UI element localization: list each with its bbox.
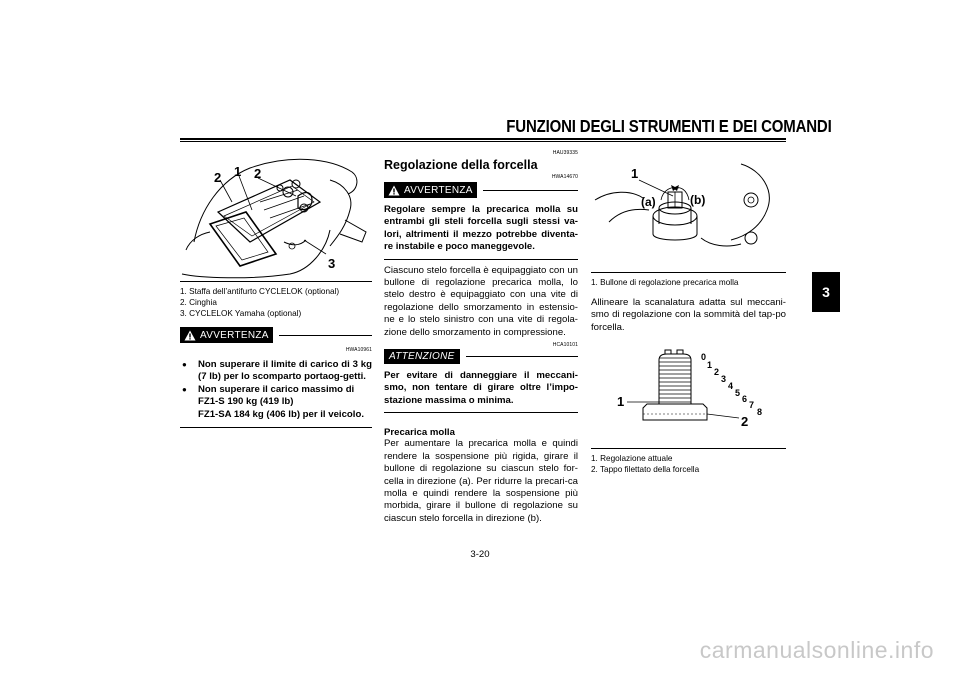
figure-label: 3 bbox=[328, 256, 336, 271]
caution-badge: ATTENZIONE bbox=[384, 349, 460, 364]
warning-item bbox=[180, 359, 372, 384]
warning-badge bbox=[384, 182, 477, 198]
warning-code: HWA14670 bbox=[551, 174, 578, 180]
figure-label: (b) bbox=[690, 193, 706, 207]
section-title: Regolazione della forcella bbox=[384, 158, 538, 172]
caption-item: 1. Regolazione attuale bbox=[591, 454, 673, 464]
motorcycle-seat-illustration bbox=[180, 150, 372, 281]
chapter-tab: 3 bbox=[812, 272, 840, 312]
fork-top-illustration bbox=[591, 150, 786, 272]
figure-label: (a) bbox=[641, 195, 656, 209]
subsection-paragraph: Per aumentare la precarica molla e quindi rendere la sospensione più rigida, girare il bullone di regolazione su ciascun stelo for-cella in direzione (a). Per ridurre la precari-ca molla e quindi rendere la sospensione più morbida, girare il bullone di regolazione su ciascun stelo forcella in direzione (b). bbox=[384, 438, 578, 524]
warning-text: Regolare sempre la precarica molla su entrambi gli steli forcella sugli stessi va-lori, altrimenti il mezzo potrebbe diventa-re instabile e poco maneggevole. bbox=[384, 204, 578, 253]
figure-label: 2 bbox=[741, 414, 749, 430]
warning-code: HWA10961 bbox=[345, 347, 372, 353]
load-line: FZ1-S 190 kg (419 lb) bbox=[198, 396, 294, 408]
watermark: carmanualsonline.info bbox=[699, 637, 934, 663]
preload-scale-figure bbox=[591, 338, 786, 449]
page-title: FUNZIONI DEGLI STRUMENTI E DEI COMANDI bbox=[506, 116, 832, 136]
warning-triangle-icon bbox=[184, 330, 196, 341]
caution-end-rule bbox=[384, 412, 578, 413]
warning-label: AVVERTENZA bbox=[200, 329, 269, 341]
scale-mark: 7 bbox=[749, 400, 755, 411]
right-column bbox=[591, 150, 786, 475]
figure-label: 1 bbox=[631, 166, 639, 181]
warning-end-rule bbox=[384, 259, 578, 260]
caution-rule bbox=[466, 356, 578, 357]
caption-item: 1. Staffa dell’antifurto CYCLELOK (optional) bbox=[180, 287, 340, 296]
figure-caption-list bbox=[180, 286, 372, 319]
middle-column bbox=[384, 150, 578, 525]
figure-caption-list bbox=[591, 453, 786, 475]
warning-triangle-icon bbox=[388, 185, 400, 196]
scale-mark: 0 bbox=[701, 352, 707, 363]
warning-header bbox=[384, 182, 578, 198]
figure-label: 2 bbox=[254, 166, 262, 181]
title-rule bbox=[180, 138, 786, 140]
scale-mark: 6 bbox=[742, 394, 748, 405]
scale-mark: 5 bbox=[735, 388, 741, 399]
scale-mark: 4 bbox=[728, 381, 734, 392]
warning-item-text: Non superare il limite di carico di 3 kg (7 lb) per lo scomparto portaog-getti. bbox=[198, 359, 372, 383]
cyclelok-figure bbox=[180, 150, 372, 282]
caption-item: 2. Tappo filettato della forcella bbox=[591, 465, 700, 475]
warning-item-text: Non superare il carico massimo di bbox=[198, 383, 355, 395]
subsection-title: Precarica molla bbox=[384, 427, 455, 439]
warning-list bbox=[180, 359, 372, 421]
scale-mark: 2 bbox=[714, 367, 720, 378]
preload-scale-illustration bbox=[591, 338, 786, 448]
warning-rule bbox=[483, 190, 578, 191]
intro-paragraph: Ciascuno stelo forcella è equipaggiato con un bullone di regolazione precarica molla, lo stelo destro è equipaggiato con una vite di regolazione dello smorzamento in estensio-ne e lo stelo sinistro con una vite di regola-zione dello smorzamento in compressione. bbox=[384, 264, 578, 338]
caption-item: 1. Bullone di regolazione precarica molla bbox=[591, 278, 739, 287]
figure-label: 1 bbox=[234, 164, 242, 179]
adjusting-bolt-figure bbox=[591, 150, 786, 273]
warning-rule bbox=[279, 335, 372, 336]
page-number: 3-20 bbox=[470, 549, 490, 560]
caption-item: 3. CYCLELOK Yamaha (optional) bbox=[180, 309, 302, 318]
figure-caption-list bbox=[591, 277, 786, 288]
caption-item: 2. Cinghia bbox=[180, 298, 217, 307]
left-column bbox=[180, 150, 372, 428]
warning-header bbox=[180, 327, 372, 343]
warning-item bbox=[180, 384, 372, 421]
figure-label: 2 bbox=[214, 170, 222, 185]
figure-label: 1 bbox=[617, 394, 625, 410]
load-line: FZ1-SA 184 kg (406 lb) per il veicolo. bbox=[198, 408, 364, 420]
title-rule-thin bbox=[180, 141, 786, 142]
caution-header bbox=[384, 349, 578, 364]
scale-mark: 8 bbox=[757, 407, 763, 418]
scale-mark: 3 bbox=[721, 374, 727, 385]
warning-badge bbox=[180, 327, 273, 343]
warning-label: AVVERTENZA bbox=[404, 184, 473, 196]
caution-text: Per evitare di danneggiare il meccani-smo, non tentare di girare oltre l’impo-stazione massima o minima. bbox=[384, 370, 578, 406]
instruction-paragraph: Allineare la scanalatura adatta sul meccani-smo di regolazione con la sommità del tap-po forcella. bbox=[591, 297, 786, 333]
caution-code: HCA10101 bbox=[552, 342, 578, 349]
section-code: HAU39335 bbox=[552, 150, 578, 156]
scale-mark: 1 bbox=[707, 360, 713, 371]
warning-end-rule bbox=[180, 427, 372, 428]
